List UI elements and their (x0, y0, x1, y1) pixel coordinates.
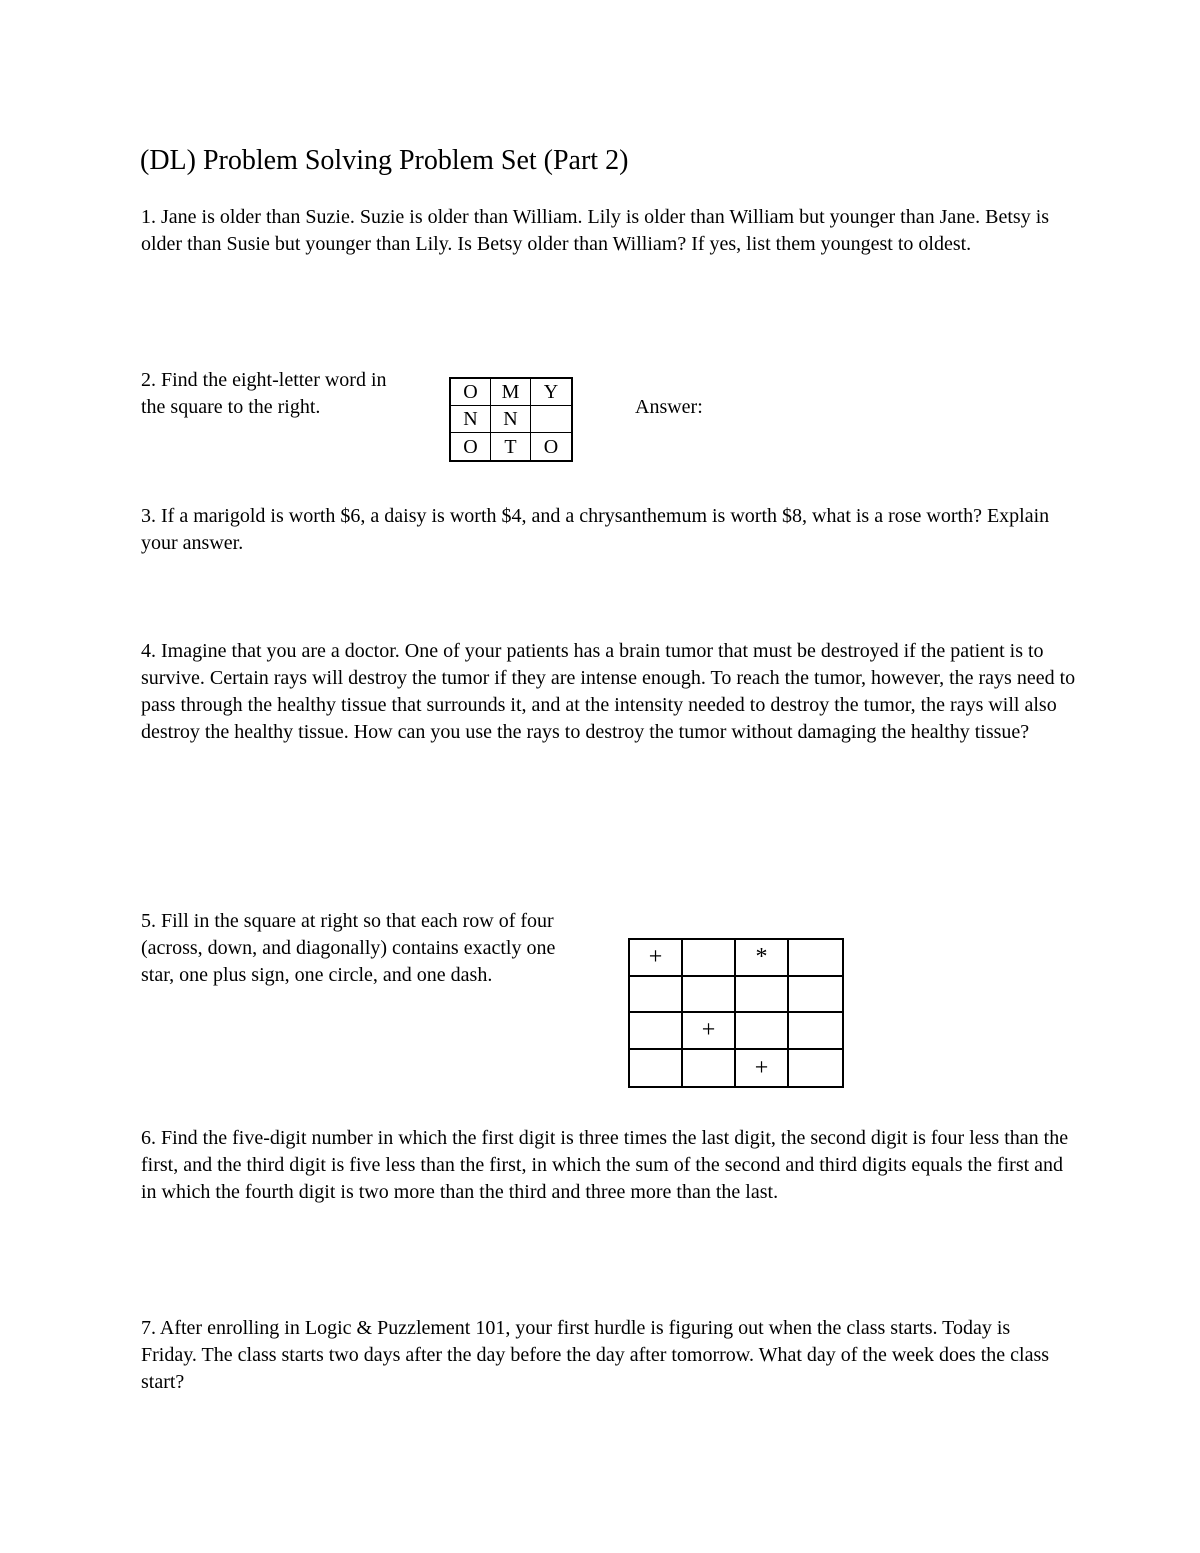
symbol-cell[interactable] (736, 1013, 789, 1050)
symbol-cell[interactable] (683, 940, 736, 977)
symbol-cell[interactable] (789, 1050, 842, 1087)
answer-label: Answer: (635, 396, 703, 418)
symbol-cell[interactable] (789, 1013, 842, 1050)
symbol-cell[interactable] (789, 977, 842, 1014)
problem-7-text: 7. After enrolling in Logic & Puzzlement 101, your first hurdle is figuring out when the class starts. Today is Friday. The class starts two days after the day before the day after tomorrow. What day of the week does the class start? (141, 1317, 1050, 1393)
problem-2-text: 2. Find the eight-letter word in the square to the right. (141, 369, 387, 418)
letter-cell: O (543, 435, 559, 458)
letter-cell: N (451, 406, 491, 433)
problem-1-text: 1. Jane is older than Suzie. Suzie is older than William. Lily is older than William but younger than Jane. Betsy is older than Susie but younger than Lily. Is Betsy older than William? If yes, list them youngest to oldest. (141, 206, 1050, 255)
symbol-cell[interactable] (630, 1050, 683, 1087)
problem-6-text: 6. Find the five-digit number in which the first digit is three times the last digit, the second digit is four less than the first, and the third digit is five less than the first, in which the sum of the second and third digits equals the first and in which the fourth digit is two more than the third and three more than the last. (141, 1127, 1069, 1203)
letter-cell: N (491, 406, 531, 433)
symbol-cell[interactable] (789, 940, 842, 977)
symbol-cell[interactable]: + (683, 1013, 736, 1050)
letter-cell: O (451, 379, 491, 406)
problem-5-text: 5. Fill in the square at right so that each row of four (across, down, and diagonally) contains exactly one star, one plus sign, one circle, and one dash. (141, 910, 556, 986)
problem-4-text: 4. Imagine that you are a doctor. One of your patients has a brain tumor that must be destroyed if the patient is to survive. Certain rays will destroy the tumor if they are intense enough. To reach the tumor, however, the rays need to pass through the healthy tissue that surrounds it, and at the intensity needed to destroy the tumor, the rays will also destroy the healthy tissue. How can you use the rays to destroy the tumor without damaging the healthy tissue? (141, 640, 1076, 743)
letter-square (449, 377, 573, 462)
letter-cell: T (491, 433, 531, 460)
letter-cell: O (451, 433, 491, 460)
page-title: (DL) Problem Solving Problem Set (Part 2) (140, 145, 629, 176)
letter-cell: M (491, 379, 531, 406)
symbol-cell[interactable]: * (736, 940, 789, 977)
symbol-cell[interactable]: + (630, 940, 683, 977)
symbol-square (628, 938, 844, 1088)
problem-3-text: 3. If a marigold is worth $6, a daisy is worth $4, and a chrysanthemum is worth $8, what is a rose worth? Explain your answer. (141, 505, 1050, 554)
symbol-cell[interactable] (630, 1013, 683, 1050)
letter-cell (531, 406, 571, 433)
symbol-cell[interactable] (683, 977, 736, 1014)
symbol-cell[interactable] (683, 1050, 736, 1087)
symbol-cell[interactable] (736, 977, 789, 1014)
letter-cell: Y (531, 379, 571, 406)
symbol-cell[interactable]: + (736, 1050, 789, 1087)
symbol-cell[interactable] (630, 977, 683, 1014)
